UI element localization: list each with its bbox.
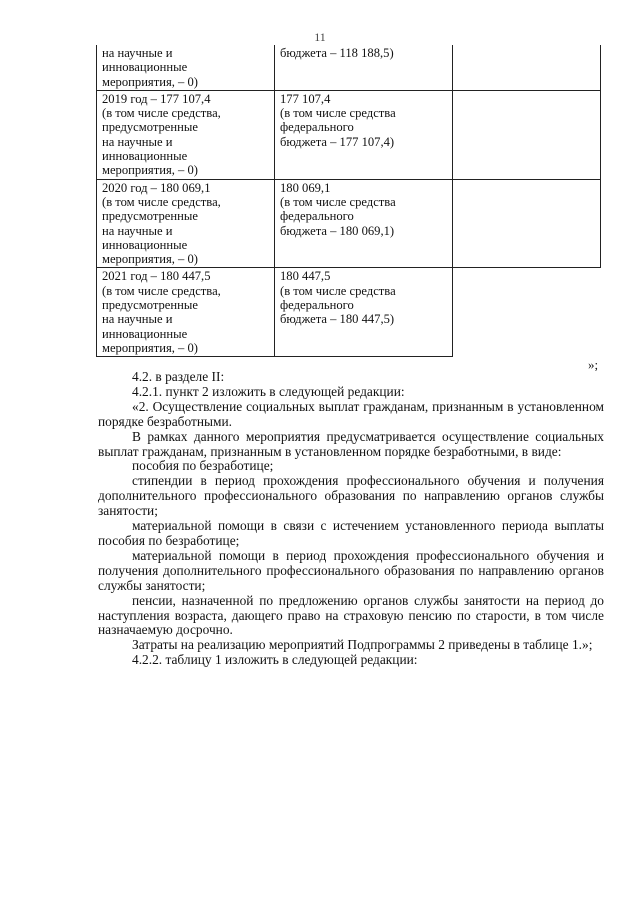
section-heading: 4.2. в разделе II: (132, 369, 225, 384)
cell-line: федерального (280, 120, 354, 135)
year-cell (97, 45, 275, 90)
funding-table (96, 45, 601, 357)
federal-budget-cell (275, 179, 453, 268)
table-row (97, 268, 601, 357)
cell-line: федерального (280, 209, 354, 224)
cell-line: на научные и (102, 134, 173, 149)
cell-line: на научные и (102, 223, 173, 238)
cell-line: предусмотренные (102, 120, 198, 135)
cell-line: предусмотренные (102, 209, 198, 224)
year-cell (97, 179, 275, 268)
cell-line: инновационные (102, 326, 188, 341)
cell-line: инновационные (102, 60, 188, 75)
list-item: стипендии в период прохождения профессионального обучения и получения дополнительного профессионального образования по направлению органов службы занятости; (98, 473, 604, 519)
cell-line: (в том числе средства (280, 106, 396, 121)
cell-line: бюджета – 118 188,5) (280, 46, 394, 60)
list-item: пенсии, назначенной по предложению органов службы занятости на период до наступления возраста, дающего право на страховую пенсию по старости, в том числе назначаемую досрочно. (98, 592, 604, 638)
subsection-heading: 4.2.1. пункт 2 изложить в следующей редакции: (132, 383, 405, 399)
federal-budget-cell (275, 45, 453, 90)
federal-budget-cell (275, 268, 453, 357)
list-item: материальной помощи в период прохождения профессионального обучения и получения дополнительного профессионального образования по направлению органов службы занятости; (98, 547, 604, 593)
cell-line: 180 069,1 (280, 180, 331, 195)
cell-line: бюджета – 180 447,5) (280, 312, 395, 327)
paragraph-intro: В рамках данного мероприятия предусматривается осуществление социальных выплат гражданам, признанным в установленном порядке безработными, в виде: (98, 428, 604, 459)
year-cell (97, 268, 275, 357)
cell-line: предусмотренные (102, 298, 198, 313)
cell-line: 2021 год – 180 447,5 (102, 269, 211, 284)
note-cell (453, 90, 601, 179)
note-cell (453, 45, 601, 90)
year-cell (97, 90, 275, 179)
cell-line: (в том числе средства, (102, 106, 221, 121)
cell-line: инновационные (102, 237, 188, 252)
table-row (97, 179, 601, 268)
cell-line: (в том числе средства, (102, 194, 221, 209)
cell-line: инновационные (102, 149, 188, 164)
cell-line: на научные и (102, 312, 173, 327)
cell-line: 2020 год – 180 069,1 (102, 180, 211, 195)
table-row (97, 90, 601, 179)
cell-line: мероприятия, – 0) (102, 252, 198, 267)
paragraph-costs: Затраты на реализацию мероприятий Подпрограммы 2 приведены в таблице 1.»; (132, 637, 593, 653)
cell-line: 2019 год – 177 107,4 (102, 91, 211, 106)
list-item: пособия по безработице; (132, 458, 274, 474)
note-cell (453, 179, 601, 268)
cell-line: бюджета – 177 107,4) (280, 134, 395, 149)
table-row (97, 45, 601, 90)
item-title: «2. Осуществление социальных выплат гражданам, признанным в установленном порядке безработными. (98, 398, 604, 429)
subsection-heading: 4.2.2. таблицу 1 изложить в следующей редакции: (132, 652, 418, 668)
federal-budget-cell (275, 90, 453, 179)
note-cell (453, 268, 601, 357)
cell-line: мероприятия, – 0) (102, 340, 198, 355)
cell-line: на научные и (102, 46, 173, 60)
cell-line: (в том числе средства (280, 283, 396, 298)
cell-line: мероприятия, – 0) (102, 163, 198, 178)
cell-line: (в том числе средства (280, 194, 396, 209)
cell-line: федерального (280, 298, 354, 313)
cell-line: 180 447,5 (280, 269, 331, 284)
list-item: материальной помощи в связи с истечением установленного периода выплаты пособия по безработице; (98, 518, 604, 548)
cell-line: (в том числе средства, (102, 283, 221, 298)
cell-line: мероприятия, – 0) (102, 74, 198, 89)
cell-line: 177 107,4 (280, 91, 331, 106)
cell-line: бюджета – 180 069,1) (280, 223, 395, 238)
document-body (98, 370, 604, 668)
closing-quote-mark: »; (588, 357, 599, 372)
page-number: 11 (314, 30, 326, 44)
